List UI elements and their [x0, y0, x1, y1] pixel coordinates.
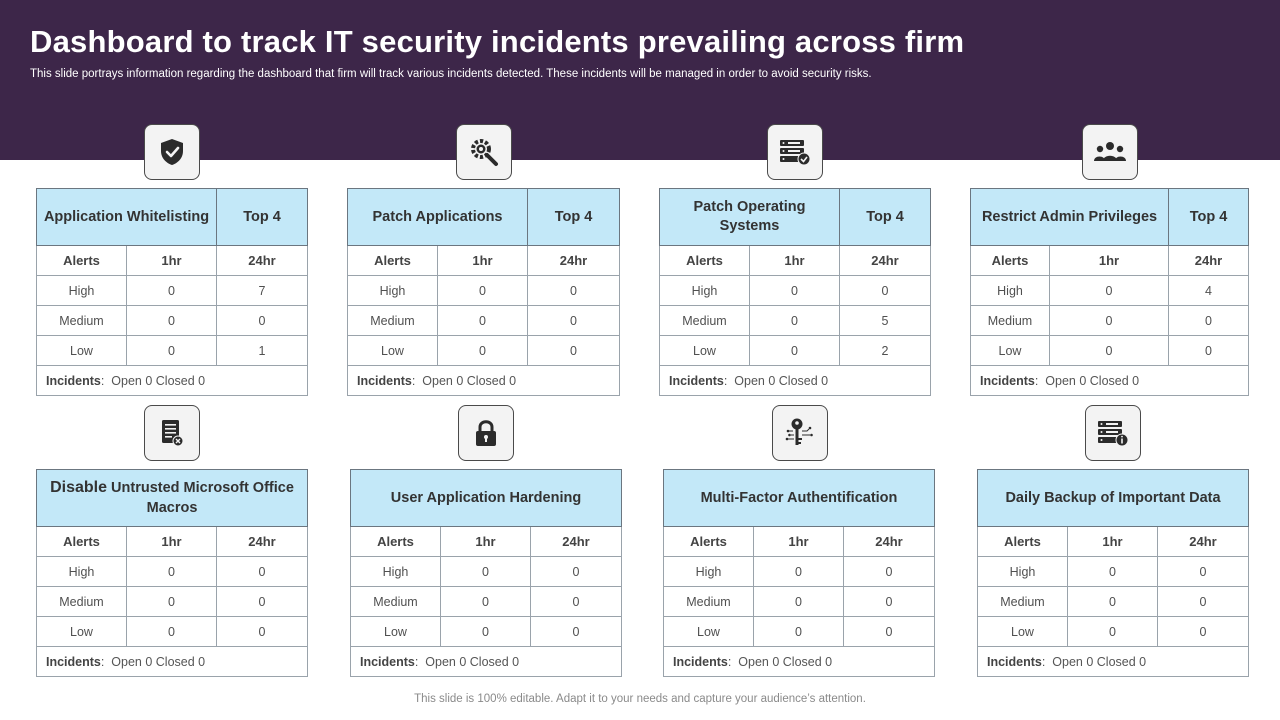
row-1hr-value: 0: [750, 336, 840, 366]
col-1hr: 1hr: [441, 527, 531, 557]
col-alerts: Alerts: [978, 527, 1068, 557]
row-level: Medium: [660, 306, 750, 336]
incidents-summary: Incidents: Open 0 Closed 0: [37, 366, 308, 396]
row-level: High: [37, 276, 127, 306]
row-1hr-value: 0: [1050, 276, 1169, 306]
page-subtitle: This slide portrays information regarding the dashboard that firm will track various incidents detected. These incidents will be managed in order to avoid security risks.: [30, 68, 872, 80]
row-level: Medium: [37, 306, 127, 336]
col-24hr: 24hr: [528, 246, 620, 276]
row-level: Medium: [348, 306, 438, 336]
row-1hr-value: 0: [127, 587, 217, 617]
row-1hr-value: 0: [1050, 336, 1169, 366]
row-level: High: [348, 276, 438, 306]
row-1hr-value: 0: [127, 276, 217, 306]
row-24hr-value: 0: [531, 587, 622, 617]
document-x-icon: [144, 405, 200, 461]
table-row: [37, 587, 308, 617]
incidents-summary: Incidents: Open 0 Closed 0: [351, 647, 622, 677]
incident-card-disable-office-macros: [36, 469, 308, 677]
row-level: Low: [37, 617, 127, 647]
incidents-summary: Incidents: Open 0 Closed 0: [664, 647, 935, 677]
col-24hr: 24hr: [844, 527, 935, 557]
table-row: [660, 336, 931, 366]
row-1hr-value: 0: [1068, 557, 1158, 587]
card-top-label: Top 4: [840, 189, 931, 246]
row-level: High: [351, 557, 441, 587]
table-row: [351, 617, 622, 647]
table-row: [978, 557, 1249, 587]
col-alerts: Alerts: [664, 527, 754, 557]
row-level: High: [660, 276, 750, 306]
incidents-value: Open 0 Closed 0: [425, 654, 520, 669]
incidents-label: Incidents: [980, 373, 1035, 388]
row-24hr-value: 0: [217, 587, 308, 617]
incidents-summary: Incidents: Open 0 Closed 0: [660, 366, 931, 396]
incidents-label: Incidents: [673, 654, 728, 669]
row-1hr-value: 0: [754, 557, 844, 587]
padlock-icon: [458, 405, 514, 461]
card-title: User Application Hardening: [351, 470, 622, 527]
row-1hr-value: 0: [754, 617, 844, 647]
incidents-value: Open 0 Closed 0: [111, 373, 206, 388]
incidents-summary: Incidents: Open 0 Closed 0: [348, 366, 620, 396]
gear-search-icon: [456, 124, 512, 180]
key-circuit-icon: [772, 405, 828, 461]
table-row: [348, 336, 620, 366]
row-24hr-value: 2: [840, 336, 931, 366]
col-alerts: Alerts: [348, 246, 438, 276]
row-level: Medium: [978, 587, 1068, 617]
row-level: Low: [664, 617, 754, 647]
row-1hr-value: 0: [438, 306, 528, 336]
row-level: Medium: [351, 587, 441, 617]
table-row: [664, 557, 935, 587]
users-group-icon: [1082, 124, 1138, 180]
row-24hr-value: 0: [844, 557, 935, 587]
col-24hr: 24hr: [840, 246, 931, 276]
table-row: [37, 276, 308, 306]
table-row: [978, 587, 1249, 617]
col-24hr: 24hr: [1169, 246, 1249, 276]
row-1hr-value: 0: [750, 276, 840, 306]
table-row: [37, 557, 308, 587]
table-row: [660, 276, 931, 306]
row-24hr-value: 0: [1158, 617, 1249, 647]
row-level: Low: [351, 617, 441, 647]
col-alerts: Alerts: [660, 246, 750, 276]
row-1hr-value: 0: [127, 557, 217, 587]
col-alerts: Alerts: [37, 246, 127, 276]
row-24hr-value: 0: [528, 306, 620, 336]
server-check-icon: [767, 124, 823, 180]
incident-card-patch-operating-systems: [659, 188, 931, 396]
row-level: Low: [978, 617, 1068, 647]
incidents-summary: Incidents: Open 0 Closed 0: [37, 647, 308, 677]
row-level: High: [37, 557, 127, 587]
row-24hr-value: 0: [217, 306, 308, 336]
row-level: Low: [348, 336, 438, 366]
table-row: [37, 617, 308, 647]
table-row: [971, 276, 1249, 306]
table-row: [664, 617, 935, 647]
row-24hr-value: 0: [217, 617, 308, 647]
table-row: [978, 617, 1249, 647]
table-row: [348, 306, 620, 336]
page-title: Dashboard to track IT security incidents prevailing across firm: [30, 24, 965, 59]
row-1hr-value: 0: [1050, 306, 1169, 336]
table-row: [37, 336, 308, 366]
incidents-label: Incidents: [360, 654, 415, 669]
col-alerts: Alerts: [971, 246, 1050, 276]
row-1hr-value: 0: [127, 306, 217, 336]
row-1hr-value: 0: [750, 306, 840, 336]
col-1hr: 1hr: [127, 527, 217, 557]
card-title: Daily Backup of Important Data: [978, 470, 1249, 527]
row-1hr-value: 0: [438, 336, 528, 366]
card-title: Restrict Admin Privileges: [971, 189, 1169, 246]
row-24hr-value: 0: [217, 557, 308, 587]
col-1hr: 1hr: [1068, 527, 1158, 557]
card-title: Multi-Factor Authentification: [664, 470, 935, 527]
incidents-label: Incidents: [669, 373, 724, 388]
row-24hr-value: 0: [1169, 306, 1249, 336]
incident-card-user-application-hardening: [350, 469, 622, 677]
row-24hr-value: 0: [528, 336, 620, 366]
incidents-label: Incidents: [357, 373, 412, 388]
row-level: High: [971, 276, 1050, 306]
card-top-label: Top 4: [217, 189, 308, 246]
col-alerts: Alerts: [37, 527, 127, 557]
row-level: Medium: [37, 587, 127, 617]
incidents-value: Open 0 Closed 0: [1045, 373, 1140, 388]
card-title: [37, 470, 308, 527]
col-24hr: 24hr: [531, 527, 622, 557]
row-level: Medium: [664, 587, 754, 617]
row-1hr-value: 0: [441, 617, 531, 647]
row-1hr-value: 0: [1068, 617, 1158, 647]
col-24hr: 24hr: [1158, 527, 1249, 557]
card-title-lead: Disable: [50, 479, 107, 497]
card-top-label: Top 4: [1169, 189, 1249, 246]
row-level: Low: [660, 336, 750, 366]
row-24hr-value: 1: [217, 336, 308, 366]
table-row: [351, 587, 622, 617]
table-row: [351, 557, 622, 587]
row-24hr-value: 0: [840, 276, 931, 306]
row-1hr-value: 0: [1068, 587, 1158, 617]
incident-card-multi-factor-authentification: [663, 469, 935, 677]
incidents-value: Open 0 Closed 0: [422, 373, 517, 388]
row-24hr-value: 0: [844, 587, 935, 617]
incidents-label: Incidents: [46, 373, 101, 388]
row-24hr-value: 5: [840, 306, 931, 336]
row-level: High: [978, 557, 1068, 587]
card-title: Patch Operating Systems: [660, 189, 840, 246]
incidents-label: Incidents: [46, 654, 101, 669]
incidents-label: Incidents: [987, 654, 1042, 669]
col-1hr: 1hr: [127, 246, 217, 276]
table-row: [971, 306, 1249, 336]
incident-card-daily-backup: [977, 469, 1249, 677]
table-row: [971, 336, 1249, 366]
row-24hr-value: 0: [531, 617, 622, 647]
incidents-summary: Incidents: Open 0 Closed 0: [971, 366, 1249, 396]
col-1hr: 1hr: [750, 246, 840, 276]
incident-card-application-whitelisting: [36, 188, 308, 396]
row-24hr-value: 0: [1158, 587, 1249, 617]
shield-check-icon: [144, 124, 200, 180]
incidents-value: Open 0 Closed 0: [1052, 654, 1147, 669]
table-row: [664, 587, 935, 617]
row-1hr-value: 0: [127, 336, 217, 366]
col-24hr: 24hr: [217, 527, 308, 557]
row-level: Low: [37, 336, 127, 366]
incidents-value: Open 0 Closed 0: [734, 373, 829, 388]
row-1hr-value: 0: [438, 276, 528, 306]
incident-card-restrict-admin-privileges: [970, 188, 1249, 396]
col-24hr: 24hr: [217, 246, 308, 276]
row-24hr-value: 0: [1158, 557, 1249, 587]
row-1hr-value: 0: [441, 587, 531, 617]
server-info-icon: [1085, 405, 1141, 461]
row-24hr-value: 4: [1169, 276, 1249, 306]
card-title: Application Whitelisting: [37, 189, 217, 246]
row-24hr-value: 0: [528, 276, 620, 306]
col-alerts: Alerts: [351, 527, 441, 557]
row-24hr-value: 0: [1169, 336, 1249, 366]
row-1hr-value: 0: [754, 587, 844, 617]
row-1hr-value: 0: [127, 617, 217, 647]
row-level: High: [664, 557, 754, 587]
row-1hr-value: 0: [441, 557, 531, 587]
card-top-label: Top 4: [528, 189, 620, 246]
incidents-value: Open 0 Closed 0: [738, 654, 833, 669]
incidents-value: Open 0 Closed 0: [111, 654, 206, 669]
col-1hr: 1hr: [754, 527, 844, 557]
footer-note: This slide is 100% editable. Adapt it to your needs and capture your audience’s attention.: [414, 693, 866, 705]
incidents-summary: Incidents: Open 0 Closed 0: [978, 647, 1249, 677]
row-level: Low: [971, 336, 1050, 366]
card-title-rest: Untrusted Microsoft Office Macros: [111, 480, 294, 516]
table-row: [37, 306, 308, 336]
row-level: Medium: [971, 306, 1050, 336]
row-24hr-value: 7: [217, 276, 308, 306]
col-1hr: 1hr: [1050, 246, 1169, 276]
card-title: Patch Applications: [348, 189, 528, 246]
col-1hr: 1hr: [438, 246, 528, 276]
incident-card-patch-applications: [347, 188, 620, 396]
table-row: [348, 276, 620, 306]
row-24hr-value: 0: [531, 557, 622, 587]
row-24hr-value: 0: [844, 617, 935, 647]
table-row: [660, 306, 931, 336]
